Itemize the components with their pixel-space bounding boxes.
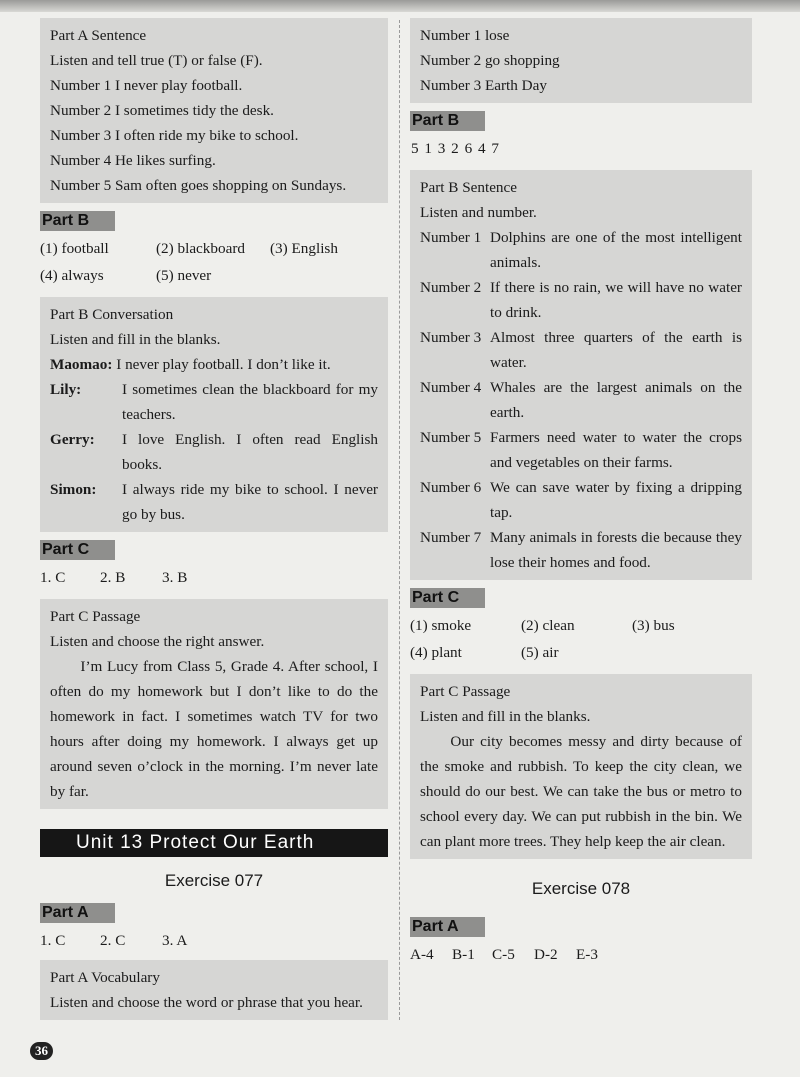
item-number: Number 6 xyxy=(420,479,482,496)
box-title: Part B Sentence xyxy=(420,179,518,196)
answer-item: B-1 xyxy=(452,946,475,963)
part-a-vocabulary-box xyxy=(40,960,388,1020)
item-number: Number 7 xyxy=(420,529,482,546)
sentence-line: Number 5 Sam often goes shopping on Sundays. xyxy=(50,177,347,194)
part-a-sentence-box xyxy=(40,18,388,203)
numbered-item xyxy=(420,525,742,575)
dialog-text: I sometimes clean the blackboard for my teachers. xyxy=(122,381,378,423)
item-number: Number 1 xyxy=(420,229,482,246)
part-c-answers xyxy=(410,612,752,666)
item-text: Almost three quarters of the earth is water. xyxy=(490,329,742,371)
answer-item: (1) smoke xyxy=(410,617,472,634)
part-a-answers xyxy=(40,927,388,954)
part-b-conversation-box xyxy=(40,297,388,532)
part-a-header: Part A xyxy=(40,903,115,923)
box-instruction: Listen and choose the word or phrase that you hear. xyxy=(50,994,363,1011)
vocabulary-continued-box xyxy=(410,18,752,103)
item-text: If there is no rain, we will have no water to drink. xyxy=(490,279,742,321)
box-instruction: Listen and number. xyxy=(420,204,537,221)
numbered-item xyxy=(420,425,742,475)
box-instruction: Listen and tell true (T) or false (F). xyxy=(50,52,263,69)
column-divider xyxy=(399,20,400,1020)
part-b-header: Part B xyxy=(410,111,485,131)
item-text: Farmers need water to water the crops and vegetables on their farms. xyxy=(490,429,742,471)
answer-item: (2) clean xyxy=(521,617,575,634)
exercise-title: Exercise 077 xyxy=(164,871,264,890)
speaker: Lily: xyxy=(50,381,82,398)
answer-item: D-2 xyxy=(534,946,558,963)
item-text: We can save water by fixing a dripping tap. xyxy=(490,479,742,521)
right-column xyxy=(410,18,752,968)
answer-item: (5) never xyxy=(156,267,212,284)
part-c-header: Part C xyxy=(410,588,485,608)
answer-item: 3. B xyxy=(162,569,188,586)
dialog-text: I love English. I often read English books. xyxy=(122,431,378,473)
part-b-answers xyxy=(40,235,388,289)
answer-item: A-4 xyxy=(410,946,434,963)
passage-text: I’m Lucy from Class 5, Grade 4. After school, I often do my homework but I don’t like to do the homework in fact. I sometimes watch TV for two hours after doing my homework. I always get up around seven o’clock in the morning. I’m never late by far. xyxy=(50,658,378,800)
box-instruction: Listen and fill in the blanks. xyxy=(50,331,221,348)
dialog-text: I never play football. I don’t like it. xyxy=(116,356,331,373)
left-column xyxy=(40,18,388,1020)
speaker: Maomao: xyxy=(50,356,113,373)
item-number: Number 3 xyxy=(420,329,482,346)
speaker: Gerry: xyxy=(50,431,95,448)
vocab-line: Number 2 go shopping xyxy=(420,52,560,69)
box-title: Part A Sentence xyxy=(50,27,147,44)
answer-item: 1. C xyxy=(40,932,66,949)
page-number: 36 xyxy=(30,1042,53,1060)
item-number: Number 2 xyxy=(420,279,482,296)
answer-item: 3. A xyxy=(162,932,188,949)
numbered-item xyxy=(420,325,742,375)
part-b-answer: 5 1 3 2 6 4 7 xyxy=(411,140,500,157)
item-text: Many animals in forests die because they lose their homes and food. xyxy=(490,529,742,571)
answer-item: (3) English xyxy=(270,240,338,257)
sentence-line: Number 2 I sometimes tidy the desk. xyxy=(50,102,274,119)
box-instruction: Listen and fill in the blanks. xyxy=(420,708,591,725)
answer-item: (4) always xyxy=(40,267,104,284)
answer-item: 2. B xyxy=(100,569,126,586)
exercise-title: Exercise 078 xyxy=(531,879,631,898)
unit-title-bar: Unit 13 Protect Our Earth xyxy=(40,829,388,857)
box-title: Part A Vocabulary xyxy=(50,969,160,986)
part-a-header: Part A xyxy=(410,917,485,937)
answer-item: C-5 xyxy=(492,946,515,963)
box-title: Part B Conversation xyxy=(50,306,174,323)
vocab-line: Number 1 lose xyxy=(420,27,510,44)
answer-item: (4) plant xyxy=(410,644,462,661)
dialog-line xyxy=(50,427,378,477)
dialog-text: I always ride my bike to school. I never go by bus. xyxy=(122,481,378,523)
part-b-sentence-box xyxy=(410,170,752,580)
page-top-edge xyxy=(0,0,800,12)
part-b-header: Part B xyxy=(40,211,115,231)
part-c-answers xyxy=(40,564,388,591)
dialog-line xyxy=(50,352,378,377)
box-instruction: Listen and choose the right answer. xyxy=(50,633,265,650)
answer-item: (2) blackboard xyxy=(156,240,245,257)
item-text: Whales are the largest animals on the earth. xyxy=(490,379,742,421)
answer-item: (5) air xyxy=(521,644,559,661)
numbered-item xyxy=(420,275,742,325)
answer-item: 1. C xyxy=(40,569,66,586)
part-c-header: Part C xyxy=(40,540,115,560)
numbered-item xyxy=(420,375,742,425)
answer-item: E-3 xyxy=(576,946,598,963)
speaker: Simon: xyxy=(50,481,97,498)
item-text: Dolphins are one of the most intelligent animals. xyxy=(490,229,742,271)
answer-item: 2. C xyxy=(100,932,126,949)
answer-item: (1) football xyxy=(40,240,109,257)
numbered-item xyxy=(420,225,742,275)
part-c-passage-box xyxy=(40,599,388,809)
dialog-line xyxy=(50,477,378,527)
dialog-line xyxy=(50,377,378,427)
answer-item: (3) bus xyxy=(632,617,675,634)
part-c-passage-box xyxy=(410,674,752,859)
item-number: Number 4 xyxy=(420,379,482,396)
item-number: Number 5 xyxy=(420,429,482,446)
box-title: Part C Passage xyxy=(420,683,511,700)
vocab-line: Number 3 Earth Day xyxy=(420,77,547,94)
numbered-item xyxy=(420,475,742,525)
passage-text: Our city becomes messy and dirty because of the smoke and rubbish. To keep the city clean, we should do our best. We can take the bus or metro to school every day. We can put rubbish in the bin. We can plant more trees. They help keep the air clean. xyxy=(420,733,742,850)
box-title: Part C Passage xyxy=(50,608,141,625)
sentence-line: Number 4 He likes surfing. xyxy=(50,152,216,169)
sentence-line: Number 1 I never play football. xyxy=(50,77,243,94)
sentence-line: Number 3 I often ride my bike to school. xyxy=(50,127,299,144)
part-a-answers xyxy=(410,941,752,968)
